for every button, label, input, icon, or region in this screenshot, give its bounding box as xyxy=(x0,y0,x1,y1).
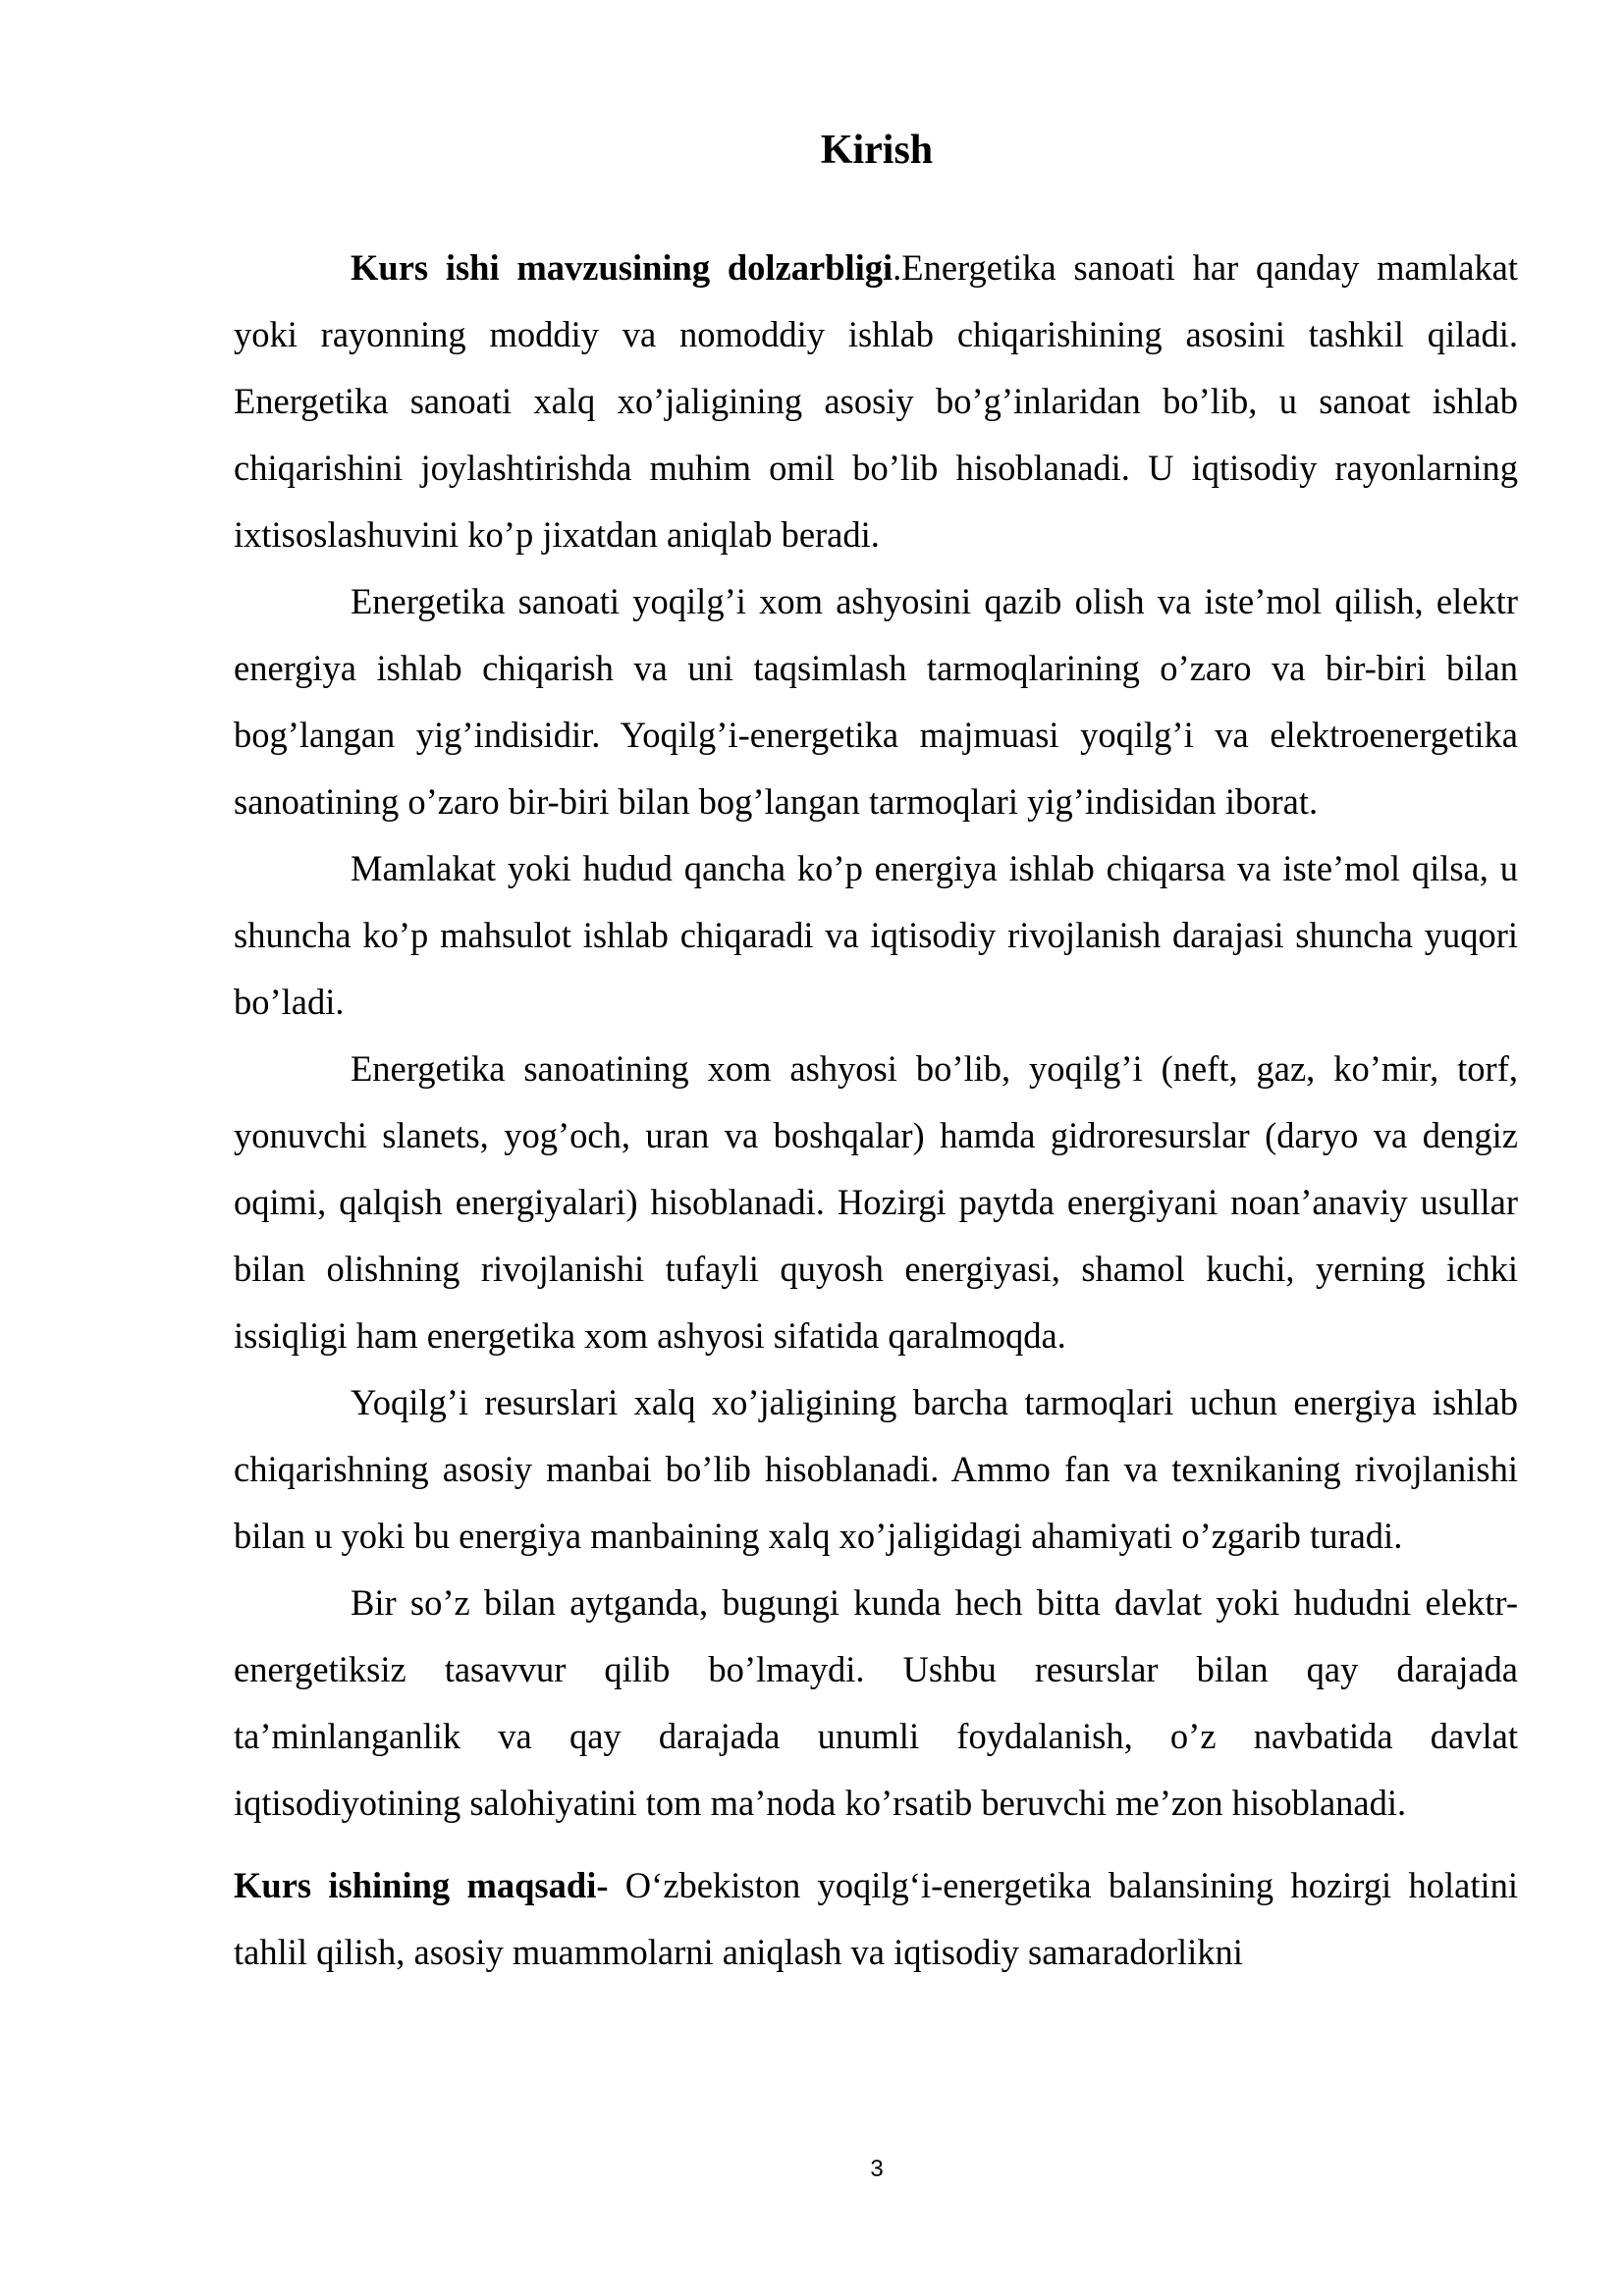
relevance-heading: Kurs ishi mavzusining dolzarbligi xyxy=(351,247,893,288)
paragraph xyxy=(234,1036,1518,1369)
paragraph-goal xyxy=(234,1852,1518,1986)
page-number: 3 xyxy=(870,2156,884,2182)
paragraph xyxy=(234,568,1518,835)
paragraph-text: Energetika sanoati yoqilg’i xom ashyosini qazib olish va iste’mol qilish, elektr energiya ishlab chiqarish va uni taqsimlash tarmoqlarining o’zaro va bir-biri bilan bog’langan yig’indisidir. Yoqilg’i-energetika majmuasi yoqilg’i va elektroenergetika sanoatining o’zaro bir-biri bilan bog’langan tarmoqlari yig’indisidan iborat. xyxy=(234,581,1518,822)
paragraph-text: .Energetika sanoati har qanday mamlakat yoki rayonning moddiy va nomoddiy ishlab chiqarishining asosini tashkil qiladi. Energetika sanoati xalq xo’jaligining asosiy bo’g’inlaridan bo’lib, u sanoat ishlab chiqarishini joylashtirishda muhim omil bo’lib hisoblanadi. U iqtisodiy rayonlarning ixtisoslashuvini ko’p jixatdan aniqlab beradi. xyxy=(234,247,1519,555)
paragraph-text: O‘zbekiston yoqilg‘i-energetika balansining hozirgi holatini tahlil qilish, asosiy muammolarni aniqlash va iqtisodiy samaradorlikni xyxy=(234,1865,1519,1972)
paragraph-text: Energetika sanoatining xom ashyosi bo’lib, yoqilg’i (neft, gaz, ko’mir, torf, yonuvchi slanets, yog’och, uran va boshqalar) hamda gidroresurslar (daryo va dengiz oqimi, qalqish energiyalari) hisoblanadi. Hozirgi paytda energiyani noan’anaviy usullar bilan olishning rivojlanishi tufayli quyosh energiyasi, shamol kuchi, yerning ichki issiqligi ham energetika xom ashyosi sifatida qaralmoqda. xyxy=(234,1048,1518,1356)
paragraph xyxy=(234,835,1518,1036)
page-title: Kirish xyxy=(820,128,934,173)
paragraph-text: Yoqilg’i resurslari xalq xo’jaligining barcha tarmoqlari uchun energiya ishlab chiqarishning asosiy manbai bo’lib hisoblanadi. Ammo fan va texnikaning rivojlanishi bilan u yoki bu energiya manbaining xalq xo’jaligidagi ahamiyati o’zgarib turadi. xyxy=(234,1382,1518,1556)
paragraph xyxy=(234,1570,1518,1837)
goal-heading: Kurs ishining maqsadi- xyxy=(234,1865,609,1905)
document-body xyxy=(234,235,1518,1986)
paragraph xyxy=(234,1369,1518,1570)
paragraph-relevance xyxy=(234,235,1518,568)
paragraph-text: Bir so’z bilan aytganda, bugungi kunda hech bitta davlat yoki hududni elektr- energetiksiz tasavvur qilib bo’lmaydi. Ushbu resurslar bilan qay darajada ta’minlanganlik va qay darajada unumli foydalanish, o’z navbatida davlat iqtisodiyotining salohiyatini tom ma’noda ko’rsatib beruvchi me’zon hisoblanadi. xyxy=(234,1582,1518,1823)
paragraph-text: Mamlakat yoki hudud qancha ko’p energiya ishlab chiqarsa va iste’mol qilsa, u shuncha ko’p mahsulot ishlab chiqaradi va iqtisodiy rivojlanish darajasi shuncha yuqori bo’ladi. xyxy=(234,848,1518,1022)
